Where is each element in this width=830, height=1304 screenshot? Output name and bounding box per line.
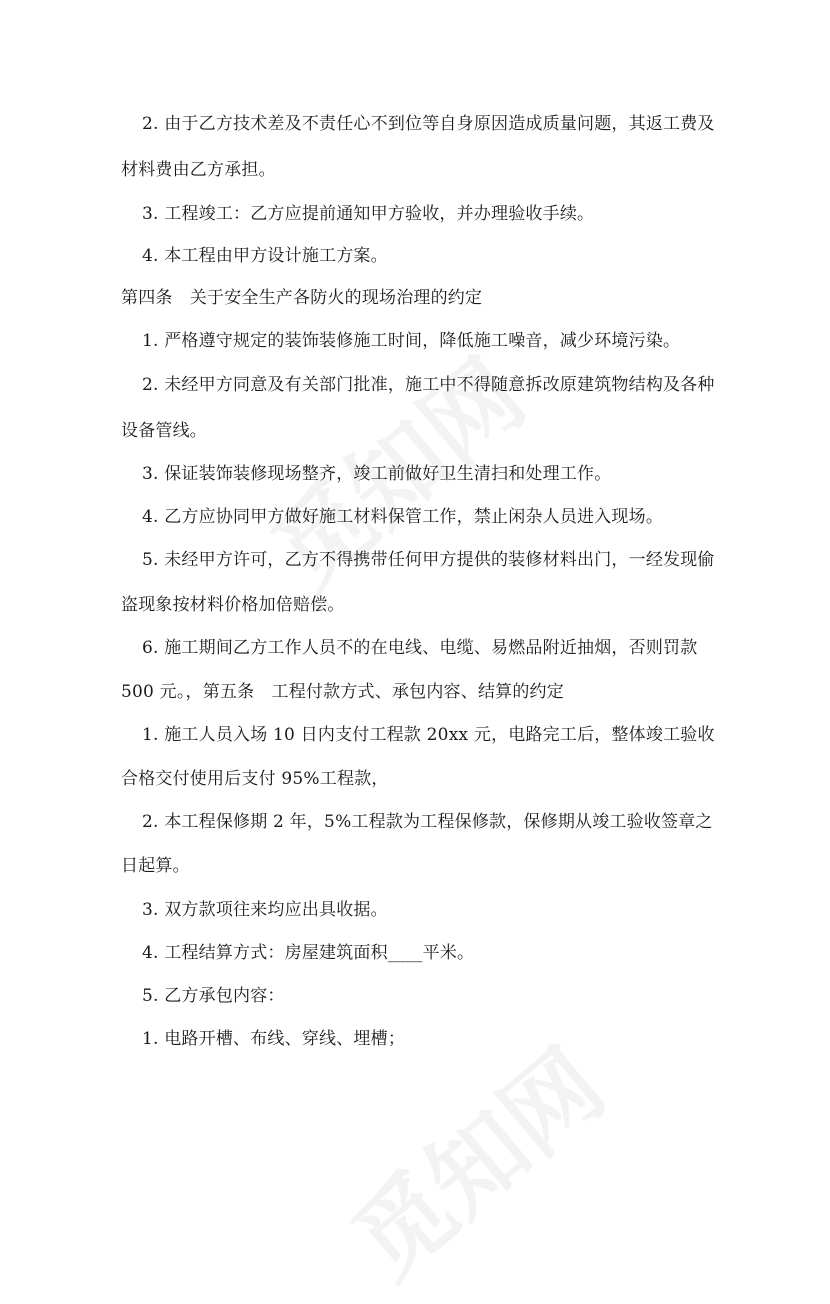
paragraph-line: 1. 施工人员入场 10 日内支付工程款 20xx 元，电路完工后，整体竣工验收 [142,725,715,745]
section-heading: 500 元。，第五条 工程付款方式、承包内容、结算的约定 [121,682,564,702]
paragraph-line: 1. 电路开槽、布线、穿线、埋槽； [142,1029,406,1049]
paragraph-line: 6. 施工期间乙方工作人员不的在电线、电缆、易燃品附近抽烟，否则罚款 [142,638,698,658]
paragraph-line: 4. 乙方应协同甲方做好施工材料保管工作，禁止闲杂人员进入现场。 [142,507,664,527]
paragraph-line: 4. 工程结算方式：房屋建筑面积____平米。 [142,943,475,963]
paragraph-line: 日起算。 [121,856,190,876]
paragraph-line: 3. 双方款项往来均应出具收据。 [142,900,388,920]
paragraph-line: 2. 未经甲方同意及有关部门批准，施工中不得随意拆改原建筑物结构及各种 [142,375,715,395]
section-heading: 第四条 关于安全生产各防火的现场治理的约定 [121,288,483,308]
paragraph-line: 3. 保证装饰装修现场整齐，竣工前做好卫生清扫和处理工作。 [142,464,612,484]
paragraph-line: 设备管线。 [121,421,207,441]
paragraph-line: 盗现象按材料价格加倍赔偿。 [121,595,345,615]
watermark-lower [320,1013,629,1303]
paragraph-line: 5. 乙方承包内容： [142,986,285,1006]
paragraph-line: 合格交付使用后支付 95%工程款， [121,769,389,789]
paragraph-line: 3. 工程竣工：乙方应提前通知甲方验收，并办理验收手续。 [142,204,595,224]
paragraph-line: 2. 本工程保修期 2 年，5%工程款为工程保修款，保修期从竣工验收签章之 [142,812,713,832]
paragraph-line: 5. 未经甲方许可，乙方不得携带任何甲方提供的装修材料出门，一经发现偷 [142,550,715,570]
paragraph-line: 材料费由乙方承担。 [121,160,276,180]
paragraph-line: 1. 严格遵守规定的装饰装修施工时间，降低施工噪音，减少环境污染。 [142,331,681,351]
paragraph-line: 2. 由于乙方技术差及不责任心不到位等自身原因造成质量问题，其返工费及 [142,114,715,134]
paragraph-line: 4. 本工程由甲方设计施工方案。 [142,246,388,266]
